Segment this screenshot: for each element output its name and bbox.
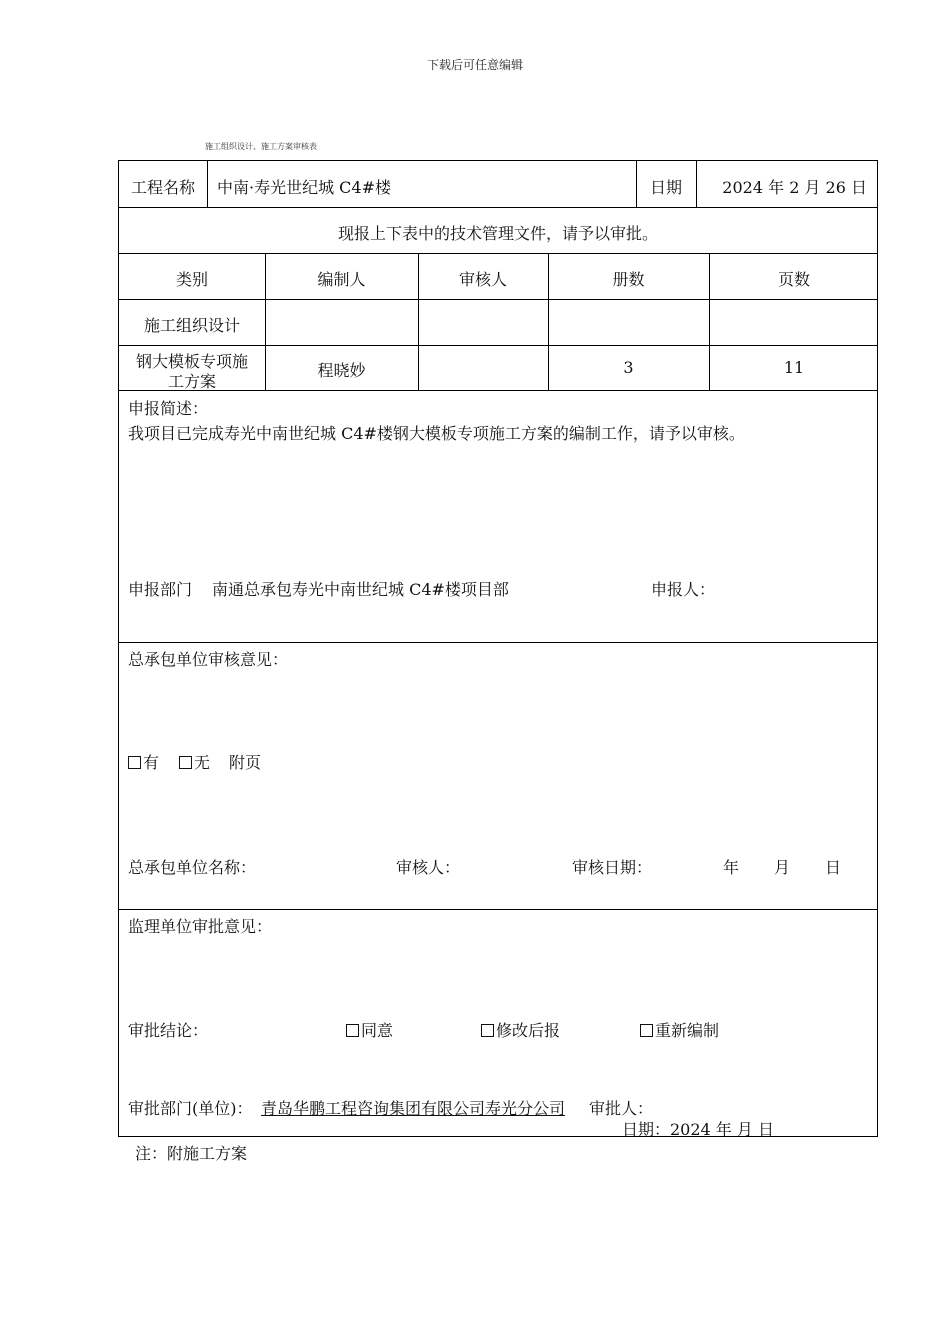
checkbox-icon	[481, 1024, 494, 1037]
conclusion-label: 审批结论：	[128, 1021, 209, 1040]
row-divider	[119, 390, 877, 391]
declaration-text: 我项目已完成寿光中南世纪城 C4#楼钢大模板专项施工方案的编制工作，请予以审核。	[128, 424, 745, 443]
approver-label: 审批人：	[589, 1099, 654, 1118]
row-divider	[119, 642, 877, 643]
review-month: 月	[774, 858, 791, 877]
row-category: 施工组织设计	[143, 316, 240, 335]
dept-label: 申报部门	[128, 580, 193, 599]
supervisor-opinion-label: 监理单位审批意见：	[128, 917, 273, 936]
contractor-opinion-label: 总承包单位审核意见：	[128, 650, 289, 669]
attach-label: 附页	[229, 753, 262, 772]
project-name-value: 中南·寿光世纪城 C4#楼	[217, 178, 392, 197]
option-redo[interactable]	[640, 1018, 719, 1041]
review-day: 日	[825, 858, 842, 877]
row-divider	[119, 909, 877, 910]
option-revise[interactable]	[481, 1018, 560, 1041]
declaration-label: 申报简述：	[128, 399, 209, 418]
checkbox-icon	[346, 1024, 359, 1037]
form-caption: 施工组织设计、施工方案审核表	[205, 142, 317, 151]
checkbox-icon	[640, 1024, 653, 1037]
approval-dept-label: 审批部门(单位)：	[128, 1099, 253, 1118]
header-category: 类别	[175, 270, 208, 289]
dept-value: 南通总承包寿光中南世纪城 C4#楼项目部	[212, 580, 509, 599]
footnote: 注：附施工方案	[135, 1144, 248, 1163]
row-pages: 11	[783, 358, 805, 377]
contractor-reviewer-label: 审核人：	[396, 858, 461, 877]
date-value: 2024 年 2 月 26 日	[722, 178, 867, 197]
option-revise-label: 修改后报	[496, 1021, 561, 1040]
date-label: 日期	[649, 178, 682, 197]
reporter-label: 申报人：	[651, 580, 716, 599]
review-year: 年	[723, 858, 740, 877]
option-agree-label: 同意	[361, 1021, 394, 1040]
intro-text: 现报上下表中的技术管理文件，请予以审批。	[337, 224, 658, 243]
header-author: 编制人	[317, 270, 366, 289]
project-name-label: 工程名称	[130, 178, 195, 197]
checkbox-no[interactable]	[179, 750, 210, 773]
approval-dept-value: 青岛华鹏工程咨询集团有限公司寿光分公司	[261, 1099, 566, 1118]
header-volumes: 册数	[612, 270, 645, 289]
checkbox-icon	[179, 756, 192, 769]
row-divider	[119, 253, 877, 254]
checkbox-no-label: 无	[194, 753, 211, 772]
checkbox-yes-label: 有	[143, 753, 160, 772]
option-agree[interactable]	[346, 1018, 393, 1041]
row-category-line2: 工方案	[167, 373, 216, 389]
col-divider	[696, 161, 697, 207]
row-category-line1: 钢大模板专项施	[135, 352, 248, 371]
contractor-name-label: 总承包单位名称：	[128, 858, 257, 877]
checkbox-icon	[128, 756, 141, 769]
col-divider	[207, 161, 208, 207]
approval-date: 日期：2024 年 月 日	[622, 1121, 774, 1137]
row-volumes: 3	[623, 358, 634, 377]
approval-form	[118, 160, 878, 1137]
row-divider	[119, 345, 877, 346]
checkbox-yes[interactable]	[128, 750, 159, 773]
row-author: 程晓妙	[317, 361, 366, 380]
option-redo-label: 重新编制	[655, 1021, 720, 1040]
header-reviewer: 审核人	[458, 270, 507, 289]
row-divider	[119, 207, 877, 208]
row-divider	[119, 299, 877, 300]
review-date-label: 审核日期：	[572, 858, 653, 877]
header-pages: 页数	[777, 270, 810, 289]
header-note: 下载后可任意编辑	[426, 58, 523, 72]
